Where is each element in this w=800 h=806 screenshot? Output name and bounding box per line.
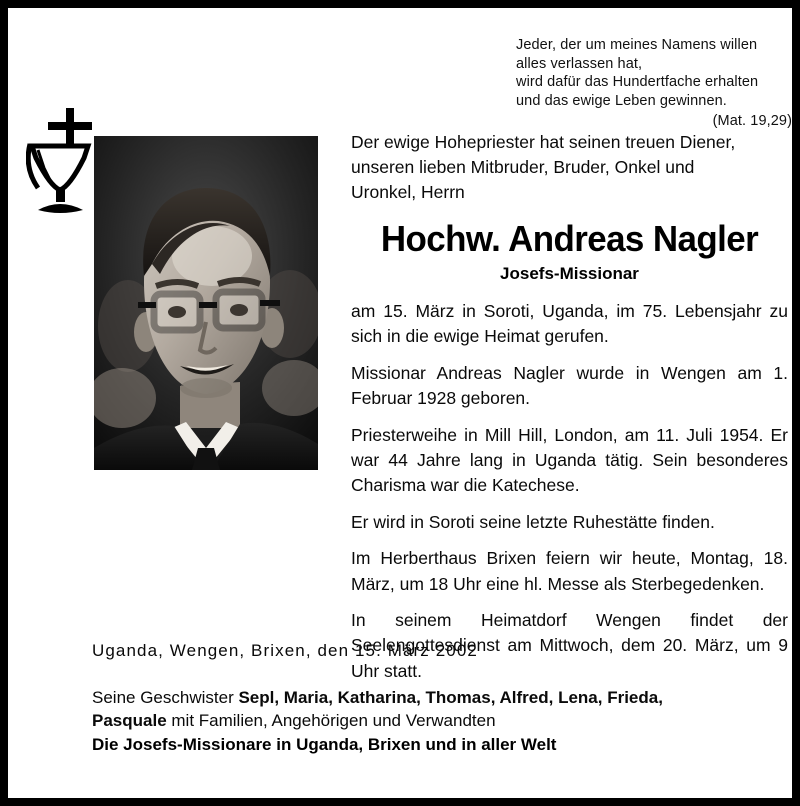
- scripture-line-2: alles verlassen hat,: [516, 55, 643, 72]
- lede-text: [351, 130, 788, 205]
- survivors-intro: Seine Geschwister: [92, 688, 239, 707]
- deceased-name: Hochw. Andreas Nagler: [380, 218, 759, 259]
- cross-and-chalice-icon: [26, 106, 98, 216]
- paragraph-birth: Missionar Andreas Nagler wurde in Wengen am 1. Februar 1928 geboren.: [351, 362, 788, 409]
- lede-line-1: Der ewige Hohepriester hat seinen treuen Diener,: [351, 132, 736, 152]
- portrait-photo: [94, 136, 318, 470]
- lede-line-3: Uronkel, Herrn: [351, 182, 465, 202]
- survivors-tail: mit Familien, Angehörigen und Verwandten: [166, 711, 496, 730]
- paragraph-death: am 15. März in Soroti, Uganda, im 75. Lebensjahr zu sich in die ewige Heimat gerufen.: [351, 301, 788, 347]
- scripture-citation: (Mat. 19,29): [712, 113, 792, 129]
- scripture-quote: [516, 36, 792, 131]
- deceased-role: Josefs-Missionar: [500, 264, 639, 283]
- place-and-date: Uganda, Wengen, Brixen, den 15. März 2002: [92, 641, 478, 660]
- paragraph-home-service: In seinem Heimatdorf Wengen findet der Seelengottesdienst am Mittwoch, dem 20. März, um 9 Uhr statt.: [351, 610, 788, 681]
- scripture-line-3: wird dafür das Hundertfache erhalten: [516, 74, 759, 90]
- scripture-line-1: Jeder, der um meines Namens willen: [516, 37, 758, 53]
- paragraph-burial: Er wird in Soroti seine letzte Ruhestätte finden.: [351, 511, 715, 532]
- congregation-line: Die Josefs-Missionare in Uganda, Brixen und in aller Welt: [92, 735, 557, 754]
- scripture-line-4: und das ewige Leben gewinnen.: [516, 92, 727, 109]
- lede-line-2: unseren lieben Mitbruder, Bruder, Onkel und: [351, 157, 695, 177]
- paragraph-ordination: Priesterweihe in Mill Hill, London, am 11. Juli 1954. Er war 44 Jahre lang in Uganda tätig. Sein besonderes Charisma war die Katechese.: [351, 424, 788, 496]
- main-text-column: [351, 130, 788, 695]
- paragraph-memorial-mass: Im Herberthaus Brixen feiern wir heute, Montag, 18. März, um 18 Uhr eine hl. Messe als Sterbegedenken.: [351, 548, 788, 594]
- survivors-line: [92, 686, 712, 732]
- survivors-names: Sepl, Maria, Katharina, Thomas, Alfred, Lena, Frieda, Pasquale: [92, 688, 663, 730]
